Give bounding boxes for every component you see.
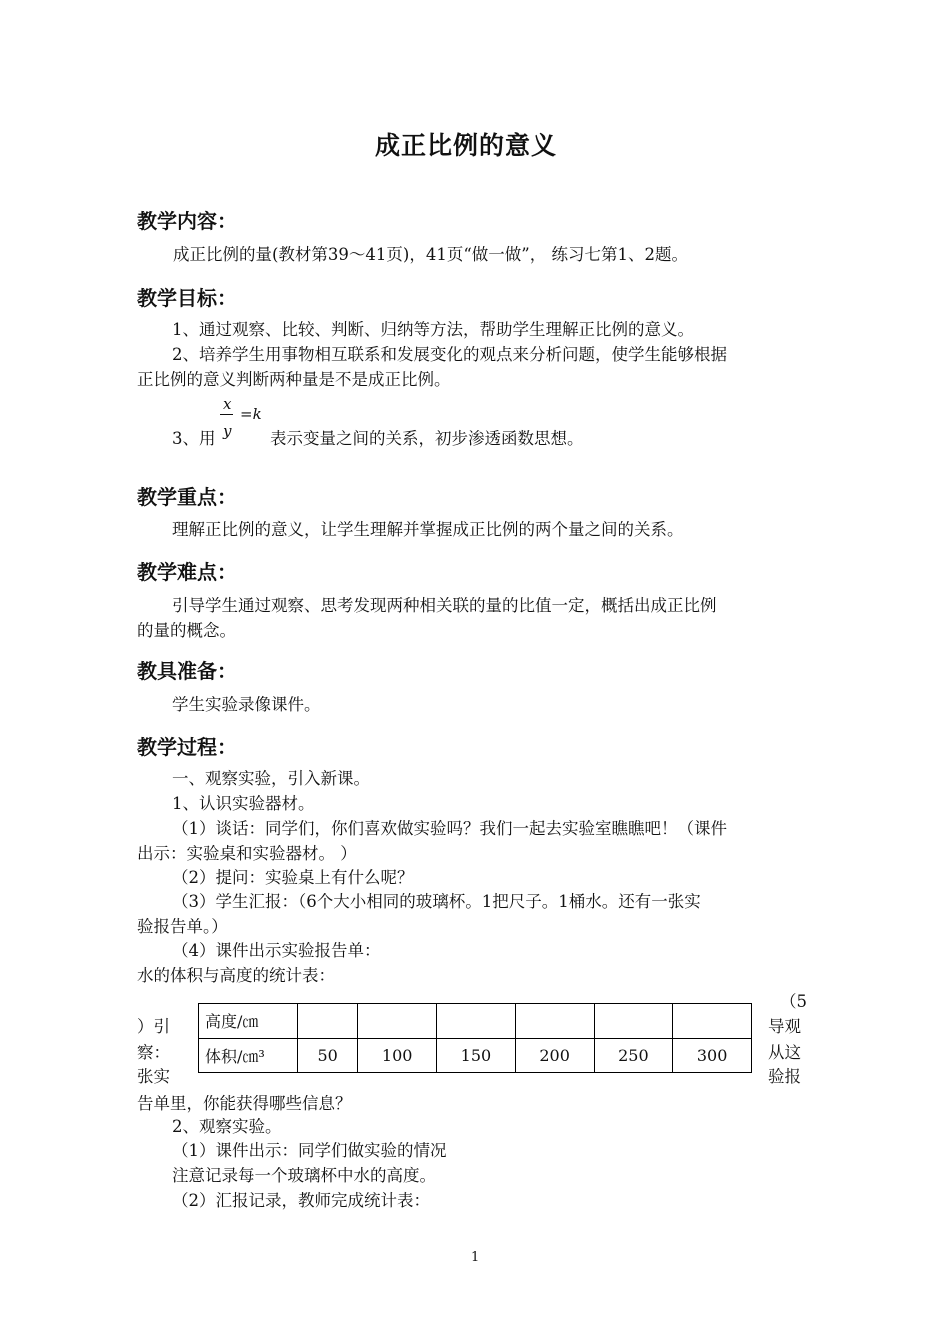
goal-3-prefix: 3、用 [172,429,216,448]
heading-teaching-aids: 教具准备： [137,659,237,683]
teaching-content-text: 成正比例的量(教材第39～41页)，41页“做一做”， 练习七第1、2题。 [173,245,688,264]
volume-height-table [198,1003,752,1073]
heading-teaching-process: 教学过程： [137,735,237,759]
table-row-label: 体积/㎝³ [199,1038,298,1073]
table-cell: 300 [673,1038,752,1073]
heading-difficulties: 教学难点： [137,560,237,584]
heading-teaching-content: 教学内容： [137,209,237,233]
table-caption: 水的体积与高度的统计表： [137,966,335,985]
table-cell [358,1004,437,1039]
difficulties-line-1: 引导学生通过观察、思考发现两种相关联的量的比值一定，概括出成正比例 [172,596,717,615]
left-wrap-text-2: 察： [137,1043,170,1062]
table-cell [594,1004,673,1039]
process-line-3a: （1）谈话：同学们，你们喜欢做实验吗？我们一起去实验室瞧瞧吧！（课件 [172,819,727,838]
table-cell [515,1004,594,1039]
process-line-11: 注意记录每一个玻璃杯中水的高度。 [172,1166,436,1185]
goal-2-line-2: 正比例的意义判断两种量是不是成正比例。 [137,370,451,389]
left-wrap-text-1: ）引 [137,1017,170,1036]
process-line-5a: （3）学生汇报：（6个大小相同的玻璃杯。1把尺子。1桶水。还有一张实 [172,892,701,911]
process-line-1: 一、观察实验，引入新课。 [172,769,370,788]
fraction-bar [220,414,233,415]
process-line-10: （1）课件出示：同学们做实验的情况 [172,1141,447,1160]
right-wrap-text-1: （5 [780,992,807,1011]
goal-2-line-1: 2、培养学生用事物相互联系和发展变化的观点来分析问题，使学生能够根据 [172,345,727,364]
table-cell: 150 [437,1038,516,1073]
goal-3-suffix: 表示变量之间的关系，初步渗透函数思想。 [270,429,584,448]
difficulties-line-2: 的量的概念。 [137,621,236,640]
table-cell: 50 [298,1038,358,1073]
process-line-3b: 出示：实验桌和实验器材。 ） [137,844,357,863]
table-cell [298,1004,358,1039]
process-line-8: 告单里，你能获得哪些信息？ [137,1094,352,1113]
table-cell: 250 [594,1038,673,1073]
table-cell: 100 [358,1038,437,1073]
table-cell [673,1004,752,1039]
goal-1: 1、通过观察、比较、判断、归纳等方法，帮助学生理解正比例的意义。 [172,320,694,339]
key-points-text: 理解正比例的意义，让学生理解并掌握成正比例的两个量之间的关系。 [172,520,684,539]
formula-rhs: =k [240,405,262,423]
process-line-4: （2）提问：实验桌上有什么呢？ [172,868,414,887]
table-row-volume [199,1038,752,1073]
right-wrap-text-3: 从这 [768,1043,801,1062]
formula-numerator: x [223,395,232,413]
document-title: 成正比例的意义 [375,131,558,160]
process-line-2: 1、认识实验器材。 [172,794,315,813]
table-row-label: 高度/㎝ [199,1004,298,1039]
table-cell [437,1004,516,1039]
formula-denominator: y [223,422,232,440]
left-wrap-text-3: 张实 [137,1067,170,1086]
teaching-aids-text: 学生实验录像课件。 [172,695,321,714]
process-line-12: （2）汇报记录，教师完成统计表： [172,1191,430,1210]
table-row-height [199,1004,752,1039]
right-wrap-text-2: 导观 [768,1017,801,1036]
process-line-9: 2、观察实验。 [172,1117,282,1136]
heading-teaching-goals: 教学目标： [137,286,237,310]
process-line-5b: 验报告单。） [137,917,228,936]
process-line-6: （4）课件出示实验报告单： [172,941,381,960]
page-number: 1 [471,1250,480,1265]
right-wrap-text-4: 验报 [768,1067,801,1086]
heading-key-points: 教学重点： [137,485,237,509]
table-cell: 200 [515,1038,594,1073]
